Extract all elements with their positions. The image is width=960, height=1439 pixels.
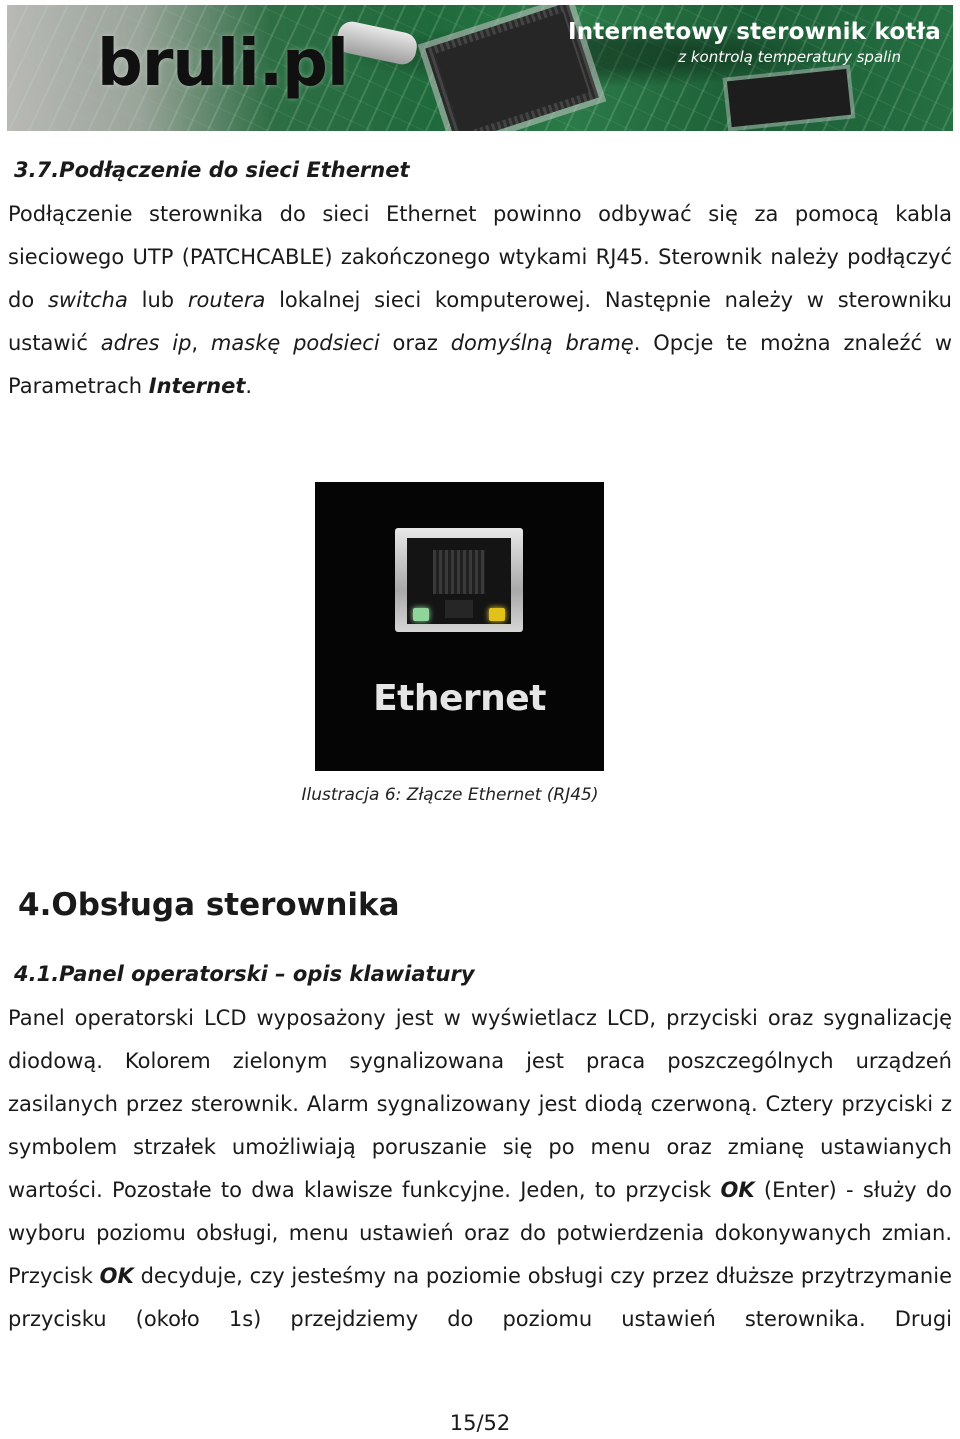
activity-led-yellow: [489, 608, 505, 621]
emphasis-routera: routera: [187, 288, 266, 312]
ethernet-port-photo: [315, 482, 604, 771]
section-heading-3-7: 3.7.Podłączenie do sieci Ethernet: [14, 158, 410, 182]
section-heading-4: 4.Obsługa sterownika: [18, 887, 400, 923]
text-run: lokalnej sieci komputerowej. Następnie należy w sterowniku ustawić: [8, 288, 952, 355]
text-run: . Opcje te można znaleźć w Parametrach: [8, 331, 953, 398]
rj45-contacts: [433, 550, 485, 594]
ethernet-port-label: Ethernet: [373, 678, 546, 719]
emphasis-ok: OK: [720, 1178, 755, 1202]
text-run: (Enter) - służy do wyboru poziomu obsługi, menu ustawień oraz do potwierdzenia dokonywanych zmian. Przycisk: [8, 1178, 952, 1288]
text-run: Panel operatorski LCD wyposażony jest w wyświetlacz LCD, przyciski oraz sygnalizację diodową. Kolorem zielonym sygnalizowana jest praca poszczególnych urządzeń zasilanych przez sterownik. Alarm sygnalizowany jest diodą czerwoną. Cztery przyciski z symbolem strzałek umożliwiają poruszanie się po menu oraz zmianę ustawianych wartości. Pozostałe to dwa klawisze funkcyjne. Jeden, to przycisk: [8, 1006, 952, 1202]
link-led-green: [413, 608, 429, 621]
section-heading-4-1: 4.1.Panel operatorski – opis klawiatury: [14, 962, 475, 986]
emphasis-ok: OK: [99, 1264, 134, 1288]
text-run: decyduje, czy jesteśmy na poziomie obsługi czy przez dłuższe przytrzymanie przycisku (około 1s) przejdziemy do poziomu ustawień sterownika. Drugi: [8, 1264, 952, 1331]
emphasis-adres-ip: adres ip: [100, 331, 192, 355]
tagline-line2: z kontrolą temperatury spalin: [678, 48, 901, 66]
emphasis-switcha: switcha: [47, 288, 128, 312]
logo-text: bruli.pl: [97, 27, 348, 101]
emphasis-internet: Internet: [148, 374, 246, 398]
page-number: 15/52: [449, 1411, 511, 1435]
tagline-line1: Internetowy sterownik kotła: [567, 19, 941, 45]
rj45-socket: [407, 538, 511, 624]
header-banner: [7, 5, 953, 131]
text-run: lub: [127, 288, 188, 312]
paragraph-operator-panel: [8, 997, 952, 1341]
text-run: oraz: [379, 331, 451, 355]
rj45-jack-graphic: [395, 528, 523, 632]
text-run: Podłączenie sterownika do sieci Ethernet powinno odbywać się za pomocą kabla sieciowego UTP (PATCHCABLE) zakończonego wtykami RJ45. Sterownik należy podłączyć do: [8, 202, 952, 312]
emphasis-maska: maskę podsieci: [210, 331, 380, 355]
text-run: ,: [191, 331, 211, 355]
paragraph-ethernet: [8, 193, 952, 408]
emphasis-brama: domyślną bramę: [450, 331, 634, 355]
ic-chip-graphic: [727, 69, 851, 127]
rj45-latch: [445, 600, 473, 618]
text-run: .: [245, 374, 253, 398]
figure-caption: Ilustracja 6: Złącze Ethernet (RJ45): [301, 785, 599, 805]
